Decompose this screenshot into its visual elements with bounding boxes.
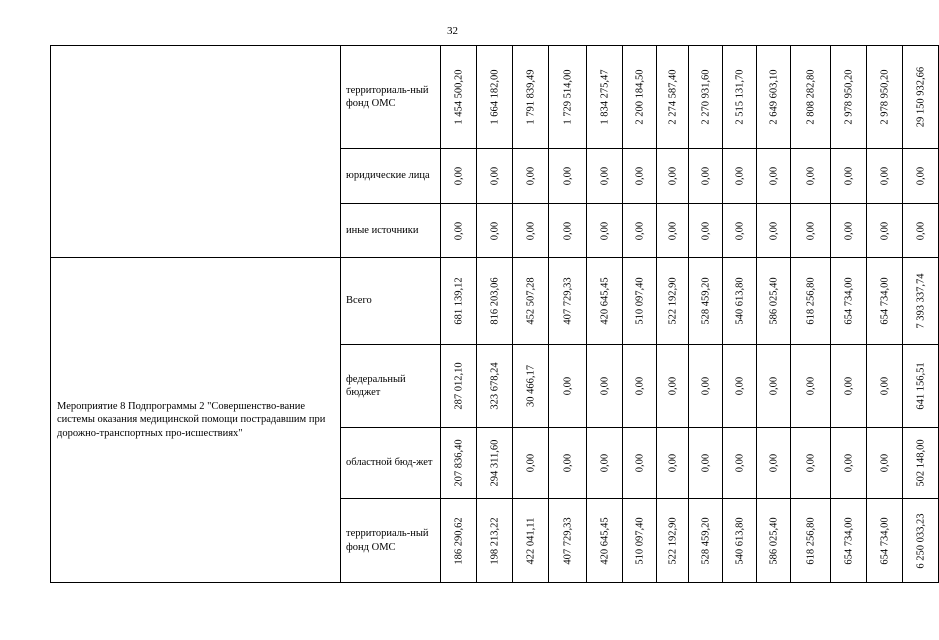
value-text: 0,00 (633, 166, 645, 186)
value-text: 0,00 (488, 221, 500, 240)
value-cell (477, 428, 513, 499)
value-text: 0,00 (842, 453, 854, 473)
value-text: 510 097,40 (633, 277, 645, 325)
value-cell (549, 499, 587, 583)
value-text: 0,00 (733, 166, 745, 186)
value-cell (903, 149, 939, 204)
value-cell (657, 149, 689, 204)
value-cell (757, 428, 791, 499)
value-text: 287 012,10 (452, 362, 464, 410)
value-cell (791, 204, 831, 258)
value-text: 0,00 (804, 376, 816, 396)
table-row (51, 46, 939, 149)
value-text: 586 025,40 (767, 277, 779, 325)
value-cell (867, 428, 903, 499)
value-text: 0,00 (842, 166, 854, 186)
value-text: 0,00 (666, 221, 678, 240)
value-cell (513, 46, 549, 149)
value-text: 2 978 950,20 (842, 69, 854, 125)
value-cell (867, 46, 903, 149)
funding-source-cell: территориаль-ный фонд ОМС (341, 499, 441, 583)
measure-name-cell (51, 46, 341, 258)
value-text: 1 834 275,47 (598, 69, 610, 125)
value-text: 0,00 (804, 221, 816, 240)
value-text: 1 791 839,49 (524, 69, 536, 125)
value-text: 0,00 (666, 166, 678, 186)
value-text: 452 507,28 (524, 277, 536, 325)
value-text: 654 734,00 (878, 516, 890, 565)
value-text: 0,00 (804, 166, 816, 186)
value-text: 0,00 (767, 453, 779, 473)
value-cell (791, 428, 831, 499)
funding-source-cell: областной бюд-жет (341, 428, 441, 499)
value-text: 0,00 (633, 376, 645, 396)
value-text: 2 200 184,50 (633, 69, 645, 125)
value-text: 510 097,40 (633, 516, 645, 565)
funding-source-cell: федеральный бюджет (341, 345, 441, 428)
value-cell (587, 46, 623, 149)
value-text: 0,00 (598, 166, 610, 186)
funding-source-cell: юридические лица (341, 149, 441, 204)
value-text: 540 613,80 (733, 277, 745, 325)
value-cell (791, 258, 831, 345)
value-cell (513, 258, 549, 345)
value-text: 540 613,80 (733, 516, 745, 565)
value-cell (477, 149, 513, 204)
value-cell (477, 204, 513, 258)
value-cell (689, 499, 723, 583)
value-cell (587, 258, 623, 345)
value-text: 0,00 (488, 166, 500, 186)
value-cell (441, 428, 477, 499)
value-text: 0,00 (878, 221, 890, 240)
value-cell (657, 204, 689, 258)
value-text: 2 270 931,60 (699, 69, 711, 125)
value-text: 0,00 (598, 453, 610, 473)
value-text: 1 454 500,20 (452, 69, 464, 125)
value-cell (513, 149, 549, 204)
value-cell (791, 149, 831, 204)
value-cell (689, 428, 723, 499)
value-text: 0,00 (452, 221, 464, 240)
value-text: 0,00 (598, 221, 610, 240)
value-cell (441, 258, 477, 345)
value-text: 0,00 (733, 221, 745, 240)
value-text: 0,00 (666, 453, 678, 473)
value-cell (689, 258, 723, 345)
value-text: 422 041,11 (524, 517, 536, 564)
value-cell (867, 499, 903, 583)
value-cell (587, 428, 623, 499)
value-cell (587, 345, 623, 428)
value-text: 502 148,00 (914, 439, 926, 487)
value-cell (903, 428, 939, 499)
value-cell (657, 428, 689, 499)
value-text: 0,00 (767, 221, 779, 240)
value-cell (623, 204, 657, 258)
value-cell (791, 46, 831, 149)
value-text: 407 729,33 (561, 277, 573, 325)
value-cell (477, 499, 513, 583)
value-text: 681 139,12 (452, 277, 464, 325)
value-text: 0,00 (878, 453, 890, 473)
value-cell (757, 345, 791, 428)
value-text: 0,00 (842, 221, 854, 240)
value-text: 1 664 182,00 (488, 69, 500, 125)
value-text: 0,00 (598, 376, 610, 396)
value-text: 0,00 (842, 376, 854, 396)
value-text: 2 978 950,20 (878, 69, 890, 125)
value-cell (587, 204, 623, 258)
value-cell (723, 345, 757, 428)
value-cell (903, 499, 939, 583)
value-cell (549, 149, 587, 204)
measure-name-cell: Мероприятие 8 Подпрограммы 2 "Совершенство-вание системы оказания медицинской помощи пострадавшим при дорожно-транспортных про-исшествиях" (51, 258, 341, 583)
value-cell (549, 46, 587, 149)
value-text: 618 256,80 (804, 516, 816, 565)
value-text: 2 274 587,40 (666, 69, 678, 125)
value-text: 7 393 337,74 (914, 273, 926, 329)
value-cell (903, 204, 939, 258)
value-cell (623, 499, 657, 583)
value-text: 654 734,00 (878, 277, 890, 325)
table-row (51, 258, 939, 345)
value-text: 0,00 (699, 453, 711, 473)
value-text: 198 213,22 (488, 516, 500, 565)
value-text: 0,00 (878, 376, 890, 396)
value-cell (831, 499, 867, 583)
value-text: 2 515 131,70 (733, 69, 745, 125)
value-text: 2 649 603,10 (767, 69, 779, 125)
value-cell (441, 149, 477, 204)
funding-source-cell: иные источники (341, 204, 441, 258)
value-text: 323 678,24 (488, 362, 500, 410)
value-cell (657, 46, 689, 149)
value-text: 0,00 (666, 376, 678, 396)
value-text: 420 645,45 (598, 277, 610, 325)
value-text: 6 250 033,23 (914, 512, 926, 569)
value-text: 0,00 (633, 453, 645, 473)
value-cell (623, 428, 657, 499)
value-text: 522 192,90 (666, 277, 678, 325)
value-cell (657, 499, 689, 583)
value-cell (441, 499, 477, 583)
value-cell (689, 345, 723, 428)
value-cell (513, 345, 549, 428)
value-cell (587, 149, 623, 204)
value-cell (757, 499, 791, 583)
value-cell (549, 345, 587, 428)
value-cell (723, 46, 757, 149)
value-text: 420 645,45 (598, 516, 610, 565)
value-cell (657, 258, 689, 345)
value-cell (903, 345, 939, 428)
value-text: 1 729 514,00 (561, 69, 573, 125)
value-text: 0,00 (733, 453, 745, 473)
value-cell (689, 149, 723, 204)
value-cell (441, 204, 477, 258)
value-cell (477, 46, 513, 149)
value-text: 0,00 (733, 376, 745, 396)
value-text: 0,00 (767, 166, 779, 186)
value-text: 586 025,40 (767, 516, 779, 565)
value-cell (513, 204, 549, 258)
value-cell (689, 204, 723, 258)
value-cell (549, 428, 587, 499)
value-cell (623, 149, 657, 204)
value-text: 407 729,33 (561, 516, 573, 565)
value-text: 2 808 282,80 (804, 69, 816, 125)
value-cell (757, 46, 791, 149)
value-cell (831, 46, 867, 149)
value-text: 654 734,00 (842, 516, 854, 565)
value-text: 816 203,06 (488, 277, 500, 325)
value-cell (587, 499, 623, 583)
value-cell (477, 258, 513, 345)
value-text: 0,00 (524, 166, 536, 186)
value-cell (723, 428, 757, 499)
value-text: 528 459,20 (699, 516, 711, 565)
value-text: 207 836,40 (452, 439, 464, 487)
value-cell (791, 499, 831, 583)
value-cell (903, 258, 939, 345)
value-text: 0,00 (524, 221, 536, 240)
value-text: 641 156,51 (914, 362, 926, 410)
value-cell (867, 204, 903, 258)
value-text: 0,00 (699, 166, 711, 186)
value-cell (723, 499, 757, 583)
value-text: 0,00 (524, 453, 536, 473)
value-cell (549, 204, 587, 258)
value-cell (903, 46, 939, 149)
value-cell (831, 345, 867, 428)
value-text: 186 290,62 (452, 516, 464, 565)
value-text: 0,00 (699, 221, 711, 240)
value-cell (441, 46, 477, 149)
value-text: 0,00 (699, 376, 711, 396)
value-cell (441, 345, 477, 428)
value-text: 0,00 (878, 166, 890, 186)
value-cell (757, 258, 791, 345)
value-text: 30 466,17 (524, 365, 536, 407)
value-cell (757, 204, 791, 258)
value-text: 618 256,80 (804, 277, 816, 325)
value-cell (623, 258, 657, 345)
value-text: 294 311,60 (488, 439, 500, 487)
value-cell (723, 149, 757, 204)
value-text: 29 150 932,66 (914, 66, 926, 128)
value-text: 0,00 (804, 453, 816, 473)
value-cell (657, 345, 689, 428)
value-text: 0,00 (561, 166, 573, 186)
value-cell (723, 204, 757, 258)
value-cell (831, 204, 867, 258)
value-cell (477, 345, 513, 428)
value-text: 0,00 (914, 166, 926, 186)
value-text: 0,00 (561, 221, 573, 240)
value-cell (513, 499, 549, 583)
value-cell (723, 258, 757, 345)
value-cell (791, 345, 831, 428)
funding-source-cell: Всего (341, 258, 441, 345)
value-cell (831, 258, 867, 345)
value-text: 0,00 (767, 376, 779, 396)
page-number: 32 (447, 25, 458, 37)
funding-source-cell: территориаль-ный фонд ОМС (341, 46, 441, 149)
value-cell (867, 149, 903, 204)
value-cell (549, 258, 587, 345)
value-text: 0,00 (914, 221, 926, 240)
value-text: 0,00 (633, 221, 645, 240)
value-cell (623, 46, 657, 149)
value-text: 0,00 (561, 376, 573, 396)
value-text: 0,00 (452, 166, 464, 186)
value-text: 0,00 (561, 453, 573, 473)
value-text: 654 734,00 (842, 277, 854, 325)
value-text: 528 459,20 (699, 277, 711, 325)
value-cell (831, 428, 867, 499)
value-cell (623, 345, 657, 428)
value-cell (757, 149, 791, 204)
value-cell (867, 258, 903, 345)
funding-table (50, 45, 939, 583)
value-text: 522 192,90 (666, 516, 678, 565)
value-cell (513, 428, 549, 499)
value-cell (867, 345, 903, 428)
value-cell (689, 46, 723, 149)
value-cell (831, 149, 867, 204)
